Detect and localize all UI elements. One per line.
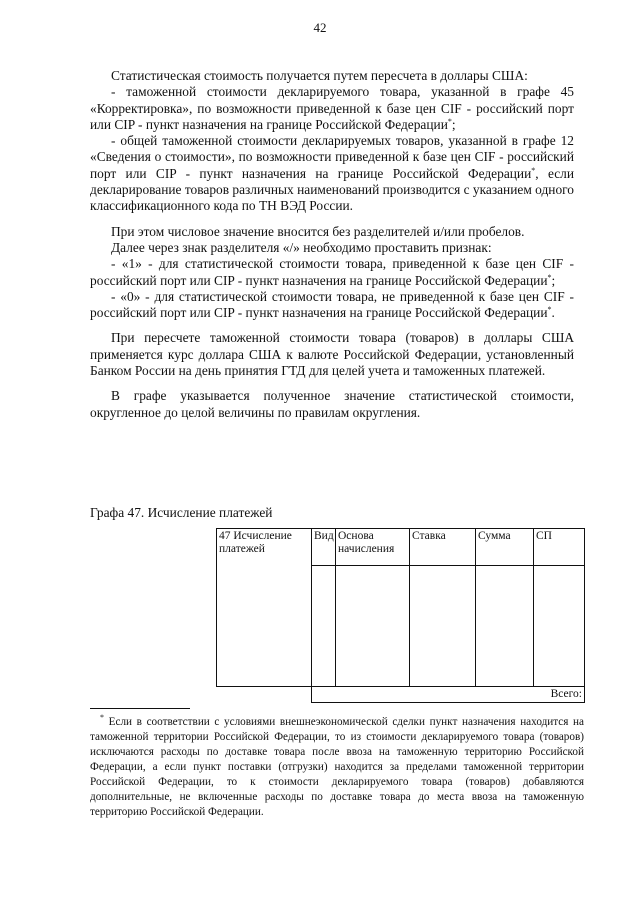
column-header: Вид (312, 529, 336, 566)
footnote-mark: * (100, 713, 104, 722)
table-title-cell: 47 Исчисление платежей (217, 529, 312, 687)
column-header: Сумма (476, 529, 534, 566)
table-cell (312, 566, 336, 687)
paragraph: В графе указывается полученное значение статистической стоимости, округленное до целой величины по правилам округления. (90, 388, 574, 420)
footnote-text: Если в соответствии с условиями внешнеэкономической сделки пункт назначения находится на таможенной территории Российской Федерации, то из стоимости декларируемого товара (товаров) исключаются расходы по доставке товара после ввоза на таможенную территорию Российской Федерации, а если пункт поставки (отгрузки) находится за пределами таможенной территории Российской Федерации, то к стоимости декларируемого товара (товаров) добавляются дополнительные, не включенные расходы по доставке товара до места ввоза на таможенную территорию Российской Федерации. (90, 716, 584, 818)
table-cell (217, 687, 312, 703)
footnote-mark: * (531, 165, 536, 175)
paragraph: При пересчете таможенной стоимости товара (товаров) в доллары США применяется курс доллара США к валюте Российской Федерации, установленный Банком России на день принятия ГТД для целей учета и таможенных платежей. (90, 330, 574, 379)
footnote (90, 715, 584, 820)
footnote-mark: * (547, 272, 552, 282)
paragraph: Статистическая стоимость получается путем пересчета в доллары США: (111, 68, 528, 83)
table-cell (534, 566, 585, 687)
page-number: 42 (313, 20, 327, 35)
column-header: Ставка (410, 529, 476, 566)
body-text (90, 68, 574, 421)
total-label: Всего: (312, 687, 585, 703)
paragraph: - таможенной стоимости декларируемого товара, указанной в графе 45 «Корректировка», по возможности приведенной к базе цен CIF - российский порт или CIP - пункт назначения на границе Российской Федерации*; (90, 84, 574, 132)
table-cell (476, 566, 534, 687)
paragraph: - «0» - для статистической стоимости товара, не приведенной к базе цен CIF - российский порт или CIP - пункт назначения на границе Российской Федерации*. (90, 288, 574, 321)
payments-table (216, 528, 585, 703)
column-header: СП (534, 529, 585, 566)
table-cell (336, 566, 410, 687)
paragraph: При этом числовое значение вносится без разделителей и/или пробелов. (111, 223, 525, 239)
paragraph: - общей таможенной стоимости декларируемых товаров, указанной в графе 12 «Сведения о стоимости», по возможности приведенной к базе цен CIF - российский порт или CIP - пункт назначения на границе Российской Федерации*, если декларирование товаров различных наименований производится с указанием одного классификационного кода по ТН ВЭД России. (90, 133, 575, 214)
section-title: Графа 47. Исчисление платежей (90, 505, 273, 520)
footnote-mark: * (447, 116, 452, 126)
footnote-rule (90, 708, 190, 709)
paragraph: Далее через знак разделителя «/» необходимо проставить признак: (111, 239, 492, 255)
footnote-mark: * (547, 305, 552, 315)
paragraph: - «1» - для статистической стоимости товара, приведенной к базе цен CIF - российский порт или CIP - пункт назначения на границе Российской Федерации*; (90, 256, 574, 288)
column-header: Основа начисления (336, 529, 410, 566)
table-cell (410, 566, 476, 687)
